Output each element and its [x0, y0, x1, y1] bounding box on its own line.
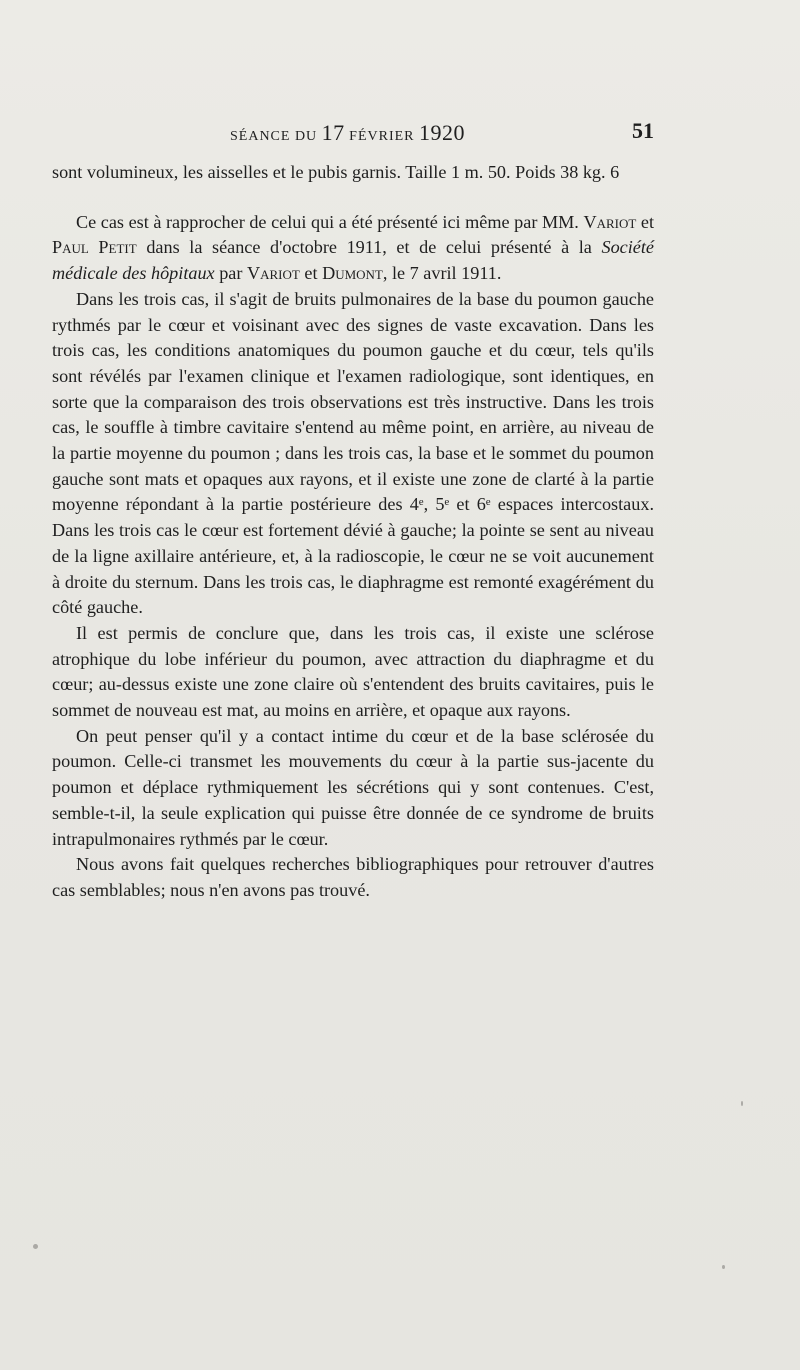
paper-speck [741, 1101, 743, 1106]
society-name: Société médicale des hôpitaux [52, 237, 654, 284]
paper-speck [33, 1244, 38, 1249]
author-name-variot: Variot [583, 211, 637, 232]
header-title [230, 120, 465, 146]
paragraph-comparison-text-4: par [214, 263, 247, 284]
header-title-prefix: SÉANCE DU [230, 129, 322, 144]
header-title-year: 1920 [419, 120, 466, 145]
header-title-day: 17 [321, 120, 345, 145]
running-header [52, 118, 654, 146]
paragraph-continuation: sont volumineux, les aisselles et le pubis garnis. Taille 1 m. 50. Poids 38 kg. 6 [52, 162, 620, 182]
paragraph-bibliography: Nous avons fait quelques recherches bibliographiques pour retrouver d'autres cas semblables; nous n'en avons pas trouvé. [52, 854, 654, 900]
author-name-variot-second: Variot [246, 263, 300, 284]
paragraph-comparison-text-5: et [299, 263, 323, 284]
paper-speck [722, 1265, 725, 1269]
paragraph-three-cases: Dans les trois cas, il s'agit de bruits pulmonaires de la base du poumon gauche rythmés par le cœur et voisinant avec des signes de vaste excavation. Dans les trois cas, les conditions anatomiques du poumon gauche et du cœur, tels qu'ils sont révélés par l'examen clinique et l'examen radiologique, sont identiques, en sorte que la comparaison des trois observations est très instructive. Dans les trois cas, le souffle à timbre cavitaire s'entend au même point, en arrière, au niveau de la partie moyenne du poumon ; dans les trois cas, la base et le sommet du poumon gauche sont mats et opaques aux rayons, et il existe une zone de clarté à la partie moyenne répondant à la partie postérieure des 4ᵉ, 5ᵉ et 6ᵉ espaces intercostaux. Dans les trois cas le cœur est fortement dévié à gauche; la pointe se sent au niveau de la ligne axillaire antérieure, et, à la radioscopie, le cœur ne se voit aucunement à droite du sternum. Dans les trois cas, le diaphragme est remonté exagérément du côté gauche. [52, 288, 654, 618]
paragraph-comparison-text-6: , le 7 avril 1911. [382, 263, 502, 284]
page-number: 51 [632, 118, 654, 143]
paragraph-comparison-text-2: et [636, 211, 654, 232]
author-name-dumont: Dumont [322, 263, 383, 284]
header-title-month: FÉVRIER [344, 129, 420, 144]
paragraph-comparison-text-3: dans la séance d'octobre 1911, et de celui présenté à la [136, 237, 602, 258]
paragraph-comparison-text-1: Ce cas est à rapprocher de celui qui a été présenté ici même par MM. [76, 211, 584, 232]
paragraph-comparison [52, 210, 654, 287]
paragraph-mechanism: On peut penser qu'il y a contact intime du cœur et de la base sclérosée du poumon. Celle-ci transmet les mouvements du cœur à la partie sus-jacente du poumon et déplace rythmiquement les sécrétions qui y sont contenues. C'est, semble-t-il, la seule explication qui puisse être donnée de ce syndrome de bruits intrapulmonaires rythmés par le cœur. [52, 725, 654, 849]
paragraph-spacer [52, 186, 654, 210]
author-name-paul-petit: Paul Petit [52, 237, 137, 258]
body-text [52, 160, 654, 904]
paragraph-conclusion: Il est permis de conclure que, dans les trois cas, il existe une sclérose atrophique du lobe inférieur du poumon, avec attraction du diaphragme et du cœur; au-dessus existe une zone claire où s'entendent des bruits cavitaires, puis le sommet de nouveau est mat, au moins en arrière, et opaque aux rayons. [52, 622, 654, 721]
